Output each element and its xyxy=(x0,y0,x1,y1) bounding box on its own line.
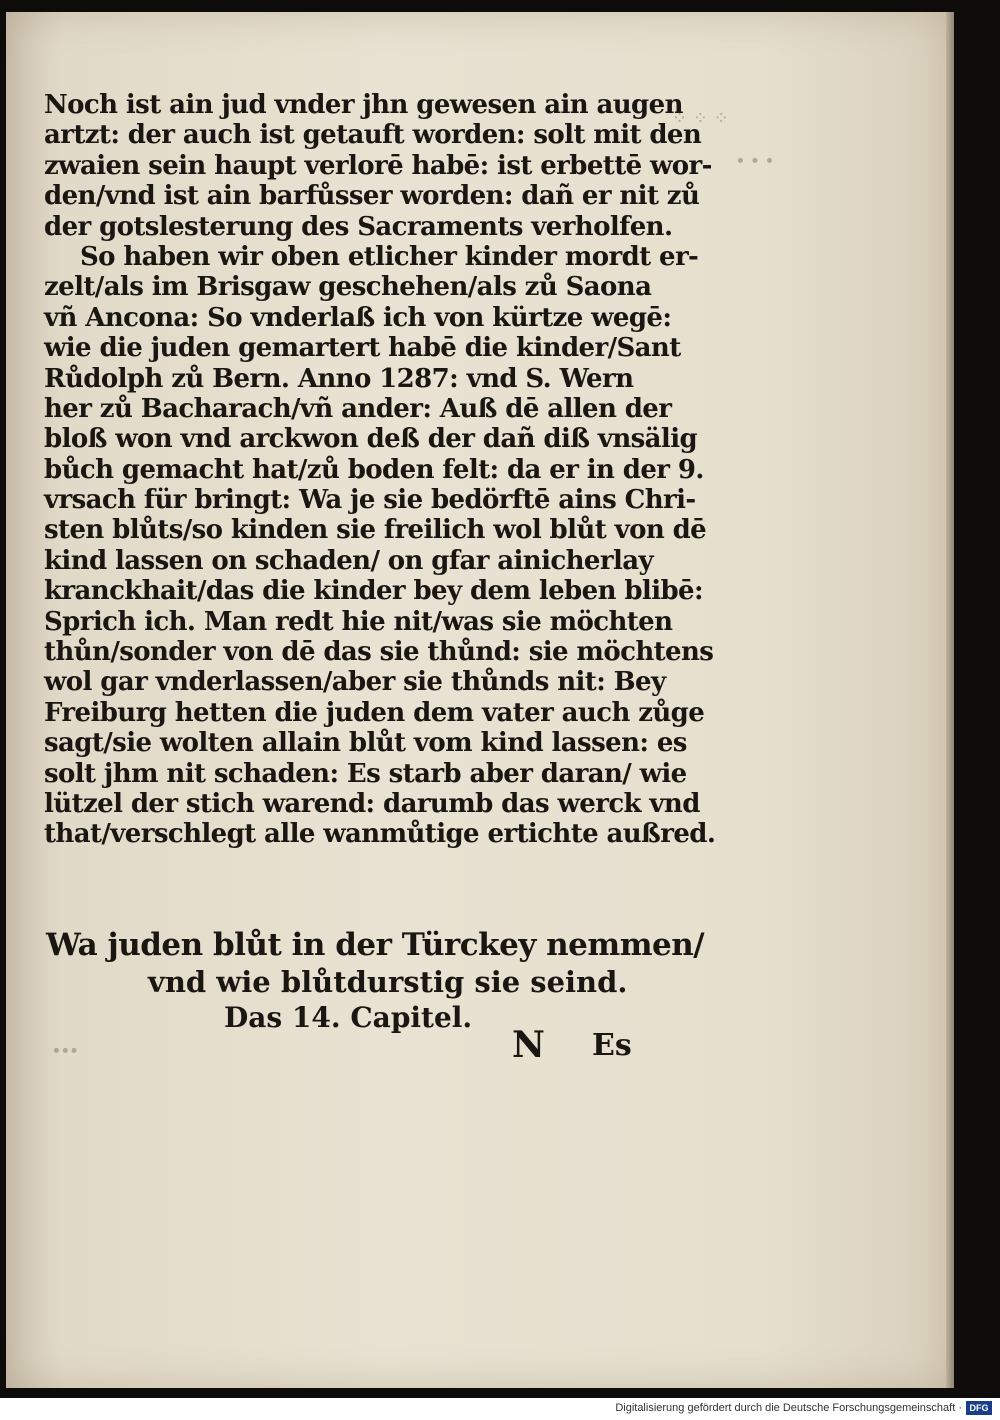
text-line: zelt/als im Brisgaw geschehen/als zů Saona xyxy=(44,272,652,303)
text-line: der gotslesterung des Sacraments verholfen. xyxy=(44,211,673,242)
text-line: vñ Ancona: So vnderlaß ich von kürtze wegē: xyxy=(44,302,672,333)
text-line: Noch ist ain jud vnder jhn gewesen ain augen xyxy=(44,90,683,120)
chapter-number: Das 14. Capitel. xyxy=(224,1001,473,1034)
catchword: Es xyxy=(592,1028,632,1063)
funding-credit: Digitalisierung gefördert durch die Deutsche Forschungsgemeinschaft · xyxy=(615,1402,962,1414)
text-line: bůch gemacht hat/zů boden felt: da er in der 9. xyxy=(44,454,704,485)
text-line: Freiburg hetten die juden dem vater auch zůge xyxy=(44,697,705,728)
text-line: solt jhm nit schaden: Es starb aber daran/ wie xyxy=(44,758,687,789)
text-line: den/vnd ist ain barfůsser worden: dañ er nit zů xyxy=(44,181,700,212)
text-line: wol gar vnderlassen/aber sie thůnds nit: Bey xyxy=(44,667,666,698)
text-line: Růdolph zů Bern. Anno 1287: vnd S. Wern xyxy=(44,363,634,394)
dfg-logo-icon: DFG xyxy=(966,1401,992,1415)
text-line: sten blůts/so kinden sie freilich wol blůt von dē xyxy=(44,515,707,546)
body-text xyxy=(44,90,716,850)
text-line: that/verschlegt alle wanmůtige ertichte außred. xyxy=(44,819,716,850)
text-line: sagt/sie wolten allain blůt vom kind lassen: es xyxy=(44,728,687,759)
text-line: bloß won vnd arckwon deß der dañ diß vnsälig xyxy=(44,424,698,455)
text-line: zwaien sein haupt verlorē habē: ist erbettē wor- xyxy=(44,150,712,181)
text-line: lützel der stich warend: darumb das werck vnd xyxy=(44,788,700,819)
bleed-through-marks: ∙ ∙ ∙ xyxy=(736,150,774,171)
text-line: kind lassen on schaden/ on gfar ainicherlay xyxy=(44,545,653,576)
bleed-through-marks: ∙∙∙ xyxy=(52,1040,79,1061)
text-line: Sprich ich. Man redt hie nit/was sie möchten xyxy=(44,606,673,637)
footer-bar xyxy=(0,1398,1000,1420)
heading-line-1: Wa juden blůt in der Türckey nemmen/ xyxy=(46,927,705,963)
bleed-through-marks: ⁘ ⁘ ⁘ xyxy=(672,108,729,129)
text-line: wie die juden gemartert habē die kinder/Sant xyxy=(44,333,681,364)
text-line: kranckhait/das die kinder bey dem leben blibē: xyxy=(44,576,703,607)
heading-line-2: vnd wie blůtdurstig sie seind. xyxy=(148,965,628,999)
text-line: So haben wir oben etlicher kinder mordt er- xyxy=(80,241,699,272)
text-line: artzt: der auch ist getauft worden: solt mit den xyxy=(44,120,702,151)
text-line: thůn/sonder von dē das sie thůnd: sie möchtens xyxy=(44,637,714,668)
signature-mark: N xyxy=(512,1024,545,1066)
text-line: her zů Bacharach/vñ ander: Auß dē allen der xyxy=(44,393,672,424)
chapter-heading xyxy=(46,926,705,1036)
text-line: vrsach für bringt: Wa je sie bedörftē ains Chri- xyxy=(44,485,696,516)
book-page xyxy=(6,12,950,1388)
